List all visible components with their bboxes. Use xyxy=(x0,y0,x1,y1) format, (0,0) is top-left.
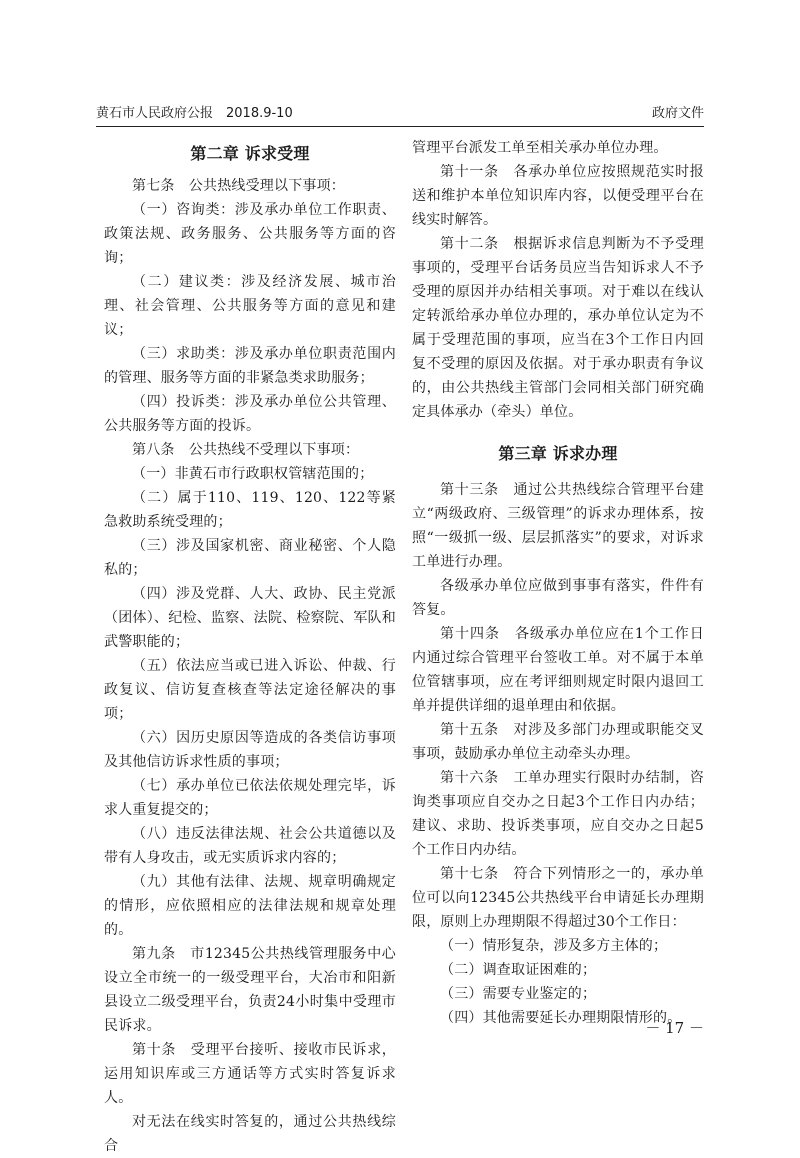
paragraph: 第十五条 对涉及多部门办理或职能交叉事项，鼓励承办单位主动牵头办理。 xyxy=(412,722,704,762)
paragraph: 第十一条 各承办单位应按照规范实时报送和维护本单位知识库内容，以便受理平台在线实时解答。 xyxy=(412,164,704,228)
paragraph: （二）属于110、119、120、122等紧急救助系统受理的； xyxy=(104,490,396,530)
paragraph-continuation: 管理平台派发工单至相关承办单位办理。 xyxy=(412,140,668,156)
paragraph: 第十七条 符合下列情形之一的，承办单位可以向12345公共热线平台申请延长办理期限，原则上办理期限不得超过30个工作日： xyxy=(412,866,704,930)
section-label: 政府文件 xyxy=(651,106,704,121)
left-column xyxy=(104,136,396,1158)
paragraph: 第十三条 通过公共热线综合管理平台建立“两级政府、三级管理”的诉求办理体系，按照“一级抓一级、层层抓落实”的要求，对诉求工单进行办理。 xyxy=(412,482,704,570)
paragraph: 第十条 受理平台接听、接收市民诉求，运用知识库或三方通话等方式实时答复诉求人。 xyxy=(104,1042,396,1106)
paragraph: 第七条 公共热线受理以下事项： xyxy=(132,178,345,194)
chapter-title: 第三章 诉求办理 xyxy=(498,444,618,463)
page-header xyxy=(96,104,704,127)
paragraph: （三）求助类：涉及承办单位职责范围内的管理、服务等方面的非紧急类求助服务； xyxy=(104,346,396,386)
paragraph: （五）依法应当或已进入诉讼、仲裁、行政复议、信访复查核查等法定途径解决的事项； xyxy=(104,658,396,722)
page-number: － 17 － xyxy=(645,1019,704,1037)
paragraph: 对无法在线实时答复的，通过公共热线综合 xyxy=(104,1114,396,1154)
publication-title: 黄石市人民政府公报 2018.9-10 xyxy=(96,106,293,121)
paragraph: （一）非黄石市行政职权管辖范围的； xyxy=(132,466,374,482)
paragraph: 各级承办单位应做到事事有落实，件件有答复。 xyxy=(412,578,704,618)
right-column xyxy=(412,136,704,1030)
paragraph: （九）其他有法律、法规、规章明确规定的情形，应依照相应的法律法规和规章处理的。 xyxy=(104,874,396,938)
paragraph: 第十六条 工单办理实行限时办结制，咨询类事项应自交办之日起3个工作日内办结；建议、求助、投诉类事项，应自交办之日起5个工作日内办结。 xyxy=(412,770,704,858)
paragraph: 第八条 公共热线不受理以下事项： xyxy=(132,442,360,458)
paragraph: （三）需要专业鉴定的； xyxy=(440,986,597,1002)
paragraph: （一）情形复杂，涉及多方主体的； xyxy=(440,938,668,954)
paragraph: 第十四条 各级承办单位应在1个工作日内通过综合管理平台签收工单。对不属于本单位管辖事项，应在考评细则规定时限内退回工单并提供详细的退单理由和依据。 xyxy=(412,626,704,714)
paragraph: （六）因历史原因等造成的各类信访事项及其他信访诉求性质的事项； xyxy=(104,730,396,770)
paragraph: （七）承办单位已依法依规处理完毕，诉求人重复提交的； xyxy=(104,778,396,818)
paragraph: （四）涉及党群、人大、政协、民主党派（团体）、纪检、监察、法院、检察院、军队和武警职能的； xyxy=(104,586,396,650)
paragraph: （二）调查取证困难的； xyxy=(440,962,597,978)
paragraph: （四）其他需要延长办理期限情形的。 xyxy=(440,1010,682,1026)
paragraph: （四）投诉类：涉及承办单位公共管理、公共服务等方面的投诉。 xyxy=(104,394,396,434)
chapter-title: 第二章 诉求受理 xyxy=(190,144,310,163)
paragraph: （八）违反法律法规、社会公共道德以及带有人身攻击，或无实质诉求内容的； xyxy=(104,826,396,866)
paragraph: 第十二条 根据诉求信息判断为不予受理事项的，受理平台话务员应当告知诉求人不予受理的原因并办结相关事项。对于难以在线认定转派给承办单位办理的，承办单位认定为不属于受理范围的事项，应当在3个工作日内回复不受理的原因及依据。对于承办职责有争议的，由公共热线主管部门会同相关部门研究确定具体承办（牵头）单位。 xyxy=(412,236,704,420)
paragraph: （三）涉及国家机密、商业秘密、个人隐私的； xyxy=(104,538,396,578)
paragraph: 第九条 市12345公共热线管理服务中心设立全市统一的一级受理平台，大冶市和阳新县设立二级受理平台，负责24小时集中受理市民诉求。 xyxy=(104,946,396,1034)
paragraph: （二）建议类：涉及经济发展、城市治理、社会管理、公共服务等方面的意见和建议； xyxy=(104,274,396,338)
paragraph: （一）咨询类：涉及承办单位工作职责、政策法规、政务服务、公共服务等方面的咨询； xyxy=(104,202,396,266)
